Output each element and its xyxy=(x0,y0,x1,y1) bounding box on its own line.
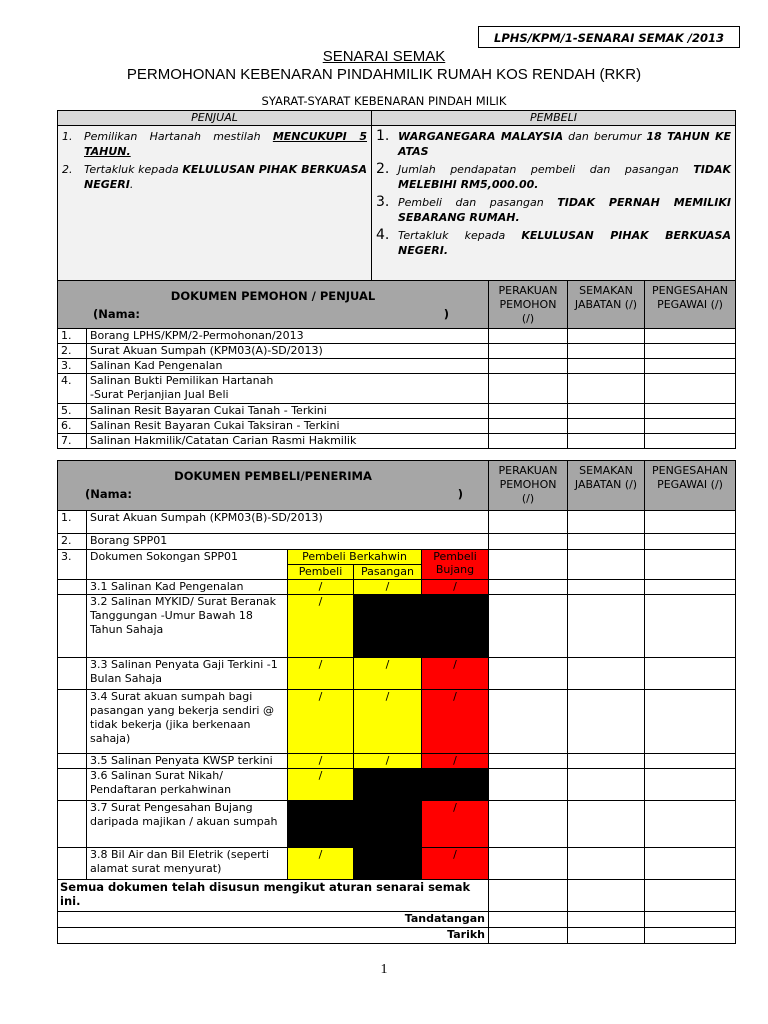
perakuan-checkbox[interactable] xyxy=(489,329,568,344)
semakan-checkbox[interactable] xyxy=(568,344,645,359)
semakan-checkbox[interactable] xyxy=(568,848,645,880)
row-number: 6. xyxy=(58,419,87,434)
perakuan-checkbox[interactable] xyxy=(489,801,568,848)
row-spacer xyxy=(58,658,87,690)
penjual-header: PENJUAL xyxy=(58,111,372,126)
sub-document-name: 3.1 Salinan Kad Pengenalan xyxy=(87,580,288,595)
pengesahan-checkbox[interactable] xyxy=(645,374,736,404)
date-field[interactable] xyxy=(645,928,736,944)
row-number: 5. xyxy=(58,404,87,419)
pengesahan-checkbox[interactable] xyxy=(645,344,736,359)
row-spacer xyxy=(58,580,87,595)
pembeli-mark: / xyxy=(288,754,354,769)
page-number: 1 xyxy=(380,962,388,977)
pembeli-condition xyxy=(376,129,731,159)
col-semakan-jabatan: SEMAKAN JABATAN (/) xyxy=(568,461,645,511)
pembeli-conditions xyxy=(372,126,736,285)
condition-number: 2. xyxy=(62,163,73,176)
pengesahan-checkbox[interactable] xyxy=(645,848,736,880)
name-close: ) xyxy=(443,307,449,321)
pengesahan-checkbox[interactable] xyxy=(645,690,736,754)
pengesahan-checkbox[interactable] xyxy=(645,404,736,419)
pasangan-not-applicable xyxy=(354,595,422,658)
row-number: 3. xyxy=(58,359,87,374)
row-spacer xyxy=(58,801,87,848)
bujang-header-line: Pembeli xyxy=(433,550,477,563)
condition-emphasis: KELULUSAN PIHAK BERKUASA NEGERI xyxy=(84,163,367,191)
perakuan-checkbox[interactable] xyxy=(489,690,568,754)
condition-text: dan berumur xyxy=(563,130,647,143)
semakan-checkbox[interactable] xyxy=(568,754,645,769)
bujang-mark: / xyxy=(422,690,489,754)
pembeli-mark: / xyxy=(288,690,354,754)
pembeli-condition xyxy=(376,228,731,258)
pembeli-section-header xyxy=(58,461,489,511)
document-name: Salinan Kad Pengenalan xyxy=(87,359,489,374)
sub-document-name: 3.7 Surat Pengesahan Bujang daripada majikan / akuan sumpah xyxy=(87,801,288,848)
perakuan-checkbox[interactable] xyxy=(489,359,568,374)
document-name: Salinan Resit Bayaran Cukai Taksiran - Terkini xyxy=(87,419,489,434)
row-spacer xyxy=(58,595,87,658)
date-field[interactable] xyxy=(568,928,645,944)
document-name: Dokumen Sokongan SPP01 xyxy=(87,550,288,580)
sub-document-name: 3.3 Salinan Penyata Gaji Terkini -1 Bulan Sahaja xyxy=(87,658,288,690)
semakan-checkbox[interactable] xyxy=(568,595,645,658)
pasangan-mark: / xyxy=(354,580,422,595)
row-spacer xyxy=(58,848,87,880)
bujang-header-line: Bujang xyxy=(435,563,475,576)
row-number: 1. xyxy=(58,511,87,534)
document-name-line: -Surat Perjanjian Jual Beli xyxy=(90,388,229,401)
bujang-mark: / xyxy=(422,754,489,769)
penjual-condition xyxy=(62,162,367,192)
col-pengesahan-pegawai: PENGESAHAN PEGAWAI (/) xyxy=(645,461,736,511)
condition-number: 4. xyxy=(376,227,390,243)
perakuan-checkbox[interactable] xyxy=(489,769,568,801)
condition-emphasis: MENCUKUPI 5 TAHUN. xyxy=(84,130,368,158)
sub-document-name: 3.6 Salinan Surat Nikah/ Pendaftaran perkahwinan xyxy=(87,769,288,801)
declaration-statement: Semua dokumen telah disusun mengikut aturan senarai semak ini. xyxy=(58,880,489,912)
pemohon-name-field xyxy=(61,303,485,321)
pengesahan-checkbox[interactable] xyxy=(645,595,736,658)
pengesahan-checkbox[interactable] xyxy=(645,434,736,449)
reference-code-box xyxy=(478,26,740,48)
row-spacer xyxy=(58,690,87,754)
condition-text: Pemilikan Hartanah mestilah xyxy=(84,130,273,143)
semakan-checkbox[interactable] xyxy=(568,534,645,550)
document-name: Borang LPHS/KPM/2-Permohonan/2013 xyxy=(87,329,489,344)
pengesahan-checkbox[interactable] xyxy=(645,658,736,690)
pasangan-not-applicable xyxy=(354,848,422,880)
bujang-not-applicable xyxy=(422,769,489,801)
condition-number: 1. xyxy=(62,130,73,143)
perakuan-checkbox[interactable] xyxy=(489,848,568,880)
perakuan-checkbox[interactable] xyxy=(489,880,568,912)
document-name: Surat Akuan Sumpah (KPM03(A)-SD/2013) xyxy=(87,344,489,359)
pembeli-mark: / xyxy=(288,848,354,880)
col-pengesahan-pegawai: PENGESAHAN PEGAWAI (/) xyxy=(645,281,736,329)
signature-field[interactable] xyxy=(489,912,568,928)
semakan-checkbox[interactable] xyxy=(568,404,645,419)
document-name: Salinan Hakmilik/Catatan Carian Rasmi Hakmilik xyxy=(87,434,489,449)
pembeli-documents-table xyxy=(57,460,736,944)
semakan-checkbox[interactable] xyxy=(568,658,645,690)
row-spacer xyxy=(58,769,87,801)
document-title: SENARAI SEMAK xyxy=(322,48,446,65)
pengesahan-checkbox[interactable] xyxy=(645,329,736,344)
signature-field[interactable] xyxy=(568,912,645,928)
semakan-checkbox[interactable] xyxy=(568,690,645,754)
pengesahan-checkbox[interactable] xyxy=(645,801,736,848)
condition-number: 3. xyxy=(376,194,390,210)
penjual-conditions xyxy=(58,126,372,285)
semakan-checkbox[interactable] xyxy=(568,329,645,344)
col-perakuan-pemohon: PERAKUAN PEMOHON (/) xyxy=(489,461,568,511)
pemohon-header-title: DOKUMEN PEMOHON / PENJUAL xyxy=(170,289,376,303)
date-field[interactable] xyxy=(489,928,568,944)
semakan-checkbox[interactable] xyxy=(568,801,645,848)
condition-text: Tertakluk kepada xyxy=(398,229,522,242)
condition-number: 2. xyxy=(376,161,390,177)
col-semakan-jabatan: SEMAKAN JABATAN (/) xyxy=(568,281,645,329)
pembeli-mark: / xyxy=(288,658,354,690)
pengesahan-checkbox[interactable] xyxy=(645,534,736,550)
sub-document-name: 3.5 Salinan Penyata KWSP terkini xyxy=(87,754,288,769)
reference-code: LPHS/KPM/1-SENARAI SEMAK /2013 xyxy=(494,31,724,45)
condition-text: . xyxy=(129,178,134,191)
bujang-header xyxy=(422,550,489,580)
pengesahan-checkbox[interactable] xyxy=(645,550,736,580)
document-name: Surat Akuan Sumpah (KPM03(B)-SD/2013) xyxy=(87,511,489,534)
date-label: Tarikh xyxy=(58,928,489,944)
sub-document-name: 3.4 Surat akuan sumpah bagi pasangan yang bekerja sendiri @ tidak bekerja (jika berkenaan sahaja) xyxy=(87,690,288,754)
perakuan-checkbox[interactable] xyxy=(489,434,568,449)
semakan-checkbox[interactable] xyxy=(568,511,645,534)
pengesahan-checkbox[interactable] xyxy=(645,880,736,912)
semakan-checkbox[interactable] xyxy=(568,550,645,580)
conditions-table xyxy=(57,110,736,285)
semakan-checkbox[interactable] xyxy=(568,374,645,404)
row-number: 1. xyxy=(58,329,87,344)
condition-text: Jumlah pendapatan pembeli dan pasangan xyxy=(398,163,694,176)
pengesahan-checkbox[interactable] xyxy=(645,511,736,534)
pasangan-mark: / xyxy=(354,658,422,690)
pembeli-not-applicable xyxy=(288,801,354,848)
row-number: 4. xyxy=(58,374,87,404)
row-number: 2. xyxy=(58,534,87,550)
perakuan-checkbox[interactable] xyxy=(489,550,568,580)
pengesahan-checkbox[interactable] xyxy=(645,769,736,801)
pembeli-mark: / xyxy=(288,769,354,801)
col-perakuan-pemohon: PERAKUAN PEMOHON (/) xyxy=(489,281,568,329)
perakuan-checkbox[interactable] xyxy=(489,374,568,404)
name-label: (Nama: xyxy=(93,307,140,321)
bujang-not-applicable xyxy=(422,595,489,658)
pembeli-header: PEMBELI xyxy=(372,111,736,126)
perakuan-checkbox[interactable] xyxy=(489,580,568,595)
condition-emphasis: TIDAK PERNAH MEMILIKI SEBARANG RUMAH. xyxy=(398,196,731,224)
condition-text: Pembeli dan pasangan xyxy=(398,196,558,209)
pengesahan-checkbox[interactable] xyxy=(645,419,736,434)
semakan-checkbox[interactable] xyxy=(568,769,645,801)
bujang-mark: / xyxy=(422,580,489,595)
sub-document-name: 3.8 Bil Air dan Bil Eletrik (seperti alamat surat menyurat) xyxy=(87,848,288,880)
pembeli-condition xyxy=(376,195,731,225)
document-name: Borang SPP01 xyxy=(87,534,489,550)
perakuan-checkbox[interactable] xyxy=(489,344,568,359)
condition-emphasis: KELULUSAN PIHAK BERKUASA NEGERI. xyxy=(398,229,731,257)
perakuan-checkbox[interactable] xyxy=(489,419,568,434)
pembeli-mark: / xyxy=(288,595,354,658)
row-spacer xyxy=(58,754,87,769)
sub-document-name: 3.2 Salinan MYKID/ Surat Beranak Tanggungan -Umur Bawah 18 Tahun Sahaja xyxy=(87,595,288,658)
semakan-checkbox[interactable] xyxy=(568,419,645,434)
pasangan-subheader: Pasangan xyxy=(354,565,422,580)
semakan-checkbox[interactable] xyxy=(568,434,645,449)
document-name: Salinan Resit Bayaran Cukai Tanah - Terkini xyxy=(87,404,489,419)
pembeli-header-title: DOKUMEN PEMBELI/PENERIMA xyxy=(174,469,372,483)
bujang-mark: / xyxy=(422,848,489,880)
bujang-mark: / xyxy=(422,801,489,848)
perakuan-checkbox[interactable] xyxy=(489,511,568,534)
perakuan-checkbox[interactable] xyxy=(489,404,568,419)
semakan-checkbox[interactable] xyxy=(568,880,645,912)
signature-field[interactable] xyxy=(645,912,736,928)
perakuan-checkbox[interactable] xyxy=(489,534,568,550)
pemohon-section-header xyxy=(58,281,489,329)
row-number: 3. xyxy=(58,550,87,580)
document-name xyxy=(87,374,489,404)
perakuan-checkbox[interactable] xyxy=(489,595,568,658)
signature-label: Tandatangan xyxy=(58,912,489,928)
row-number: 2. xyxy=(58,344,87,359)
pasangan-mark: / xyxy=(354,690,422,754)
pembeli-name-field xyxy=(61,483,485,501)
berkahwin-header: Pembeli Berkahwin xyxy=(288,550,422,565)
semakan-checkbox[interactable] xyxy=(568,580,645,595)
penjual-condition xyxy=(62,129,367,159)
condition-number: 1. xyxy=(376,128,390,144)
document-subtitle: PERMOHONAN KEBENARAN PINDAHMILIK RUMAH KOS RENDAH (RKR) xyxy=(126,66,642,83)
pengesahan-checkbox[interactable] xyxy=(645,580,736,595)
syarat-heading: SYARAT-SYARAT KEBENARAN PINDAH MILIK xyxy=(261,94,507,108)
pasangan-not-applicable xyxy=(354,801,422,848)
pembeli-subheader: Pembeli xyxy=(288,565,354,580)
pemohon-documents-table xyxy=(57,280,736,449)
condition-emphasis: 18 TAHUN KE ATAS xyxy=(398,130,731,158)
pengesahan-checkbox[interactable] xyxy=(645,359,736,374)
semakan-checkbox[interactable] xyxy=(568,359,645,374)
perakuan-checkbox[interactable] xyxy=(489,754,568,769)
document-name-line: Salinan Bukti Pemilikan Hartanah xyxy=(90,374,274,387)
condition-emphasis: TIDAK MELEBIHI RM5,000.00. xyxy=(398,163,731,191)
condition-text: Tertakluk kepada xyxy=(84,163,183,176)
perakuan-checkbox[interactable] xyxy=(489,658,568,690)
pengesahan-checkbox[interactable] xyxy=(645,754,736,769)
name-close: ) xyxy=(457,487,464,501)
pasangan-mark: / xyxy=(354,754,422,769)
pembeli-condition xyxy=(376,162,731,192)
pasangan-not-applicable xyxy=(354,769,422,801)
bujang-mark: / xyxy=(422,658,489,690)
condition-emphasis: WARGANEGARA MALAYSIA xyxy=(398,130,564,143)
row-number: 7. xyxy=(58,434,87,449)
name-label: (Nama: xyxy=(85,487,132,501)
pembeli-mark: / xyxy=(288,580,354,595)
